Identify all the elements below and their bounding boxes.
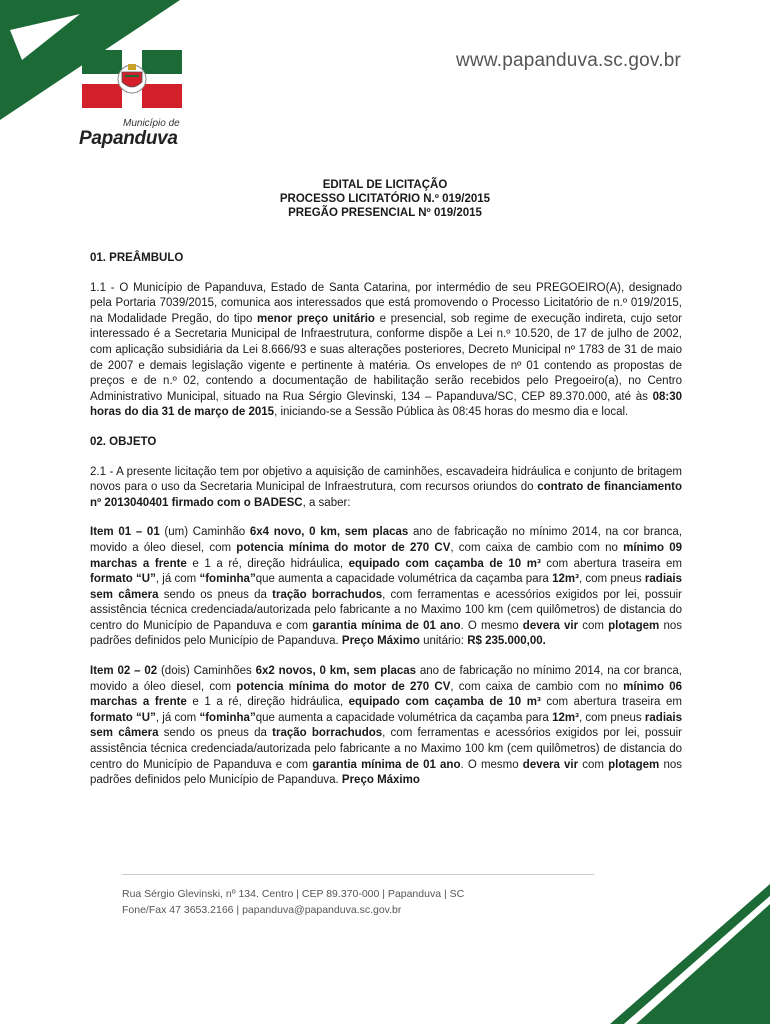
preambulo-paragraph: 1.1 - O Município de Papanduva, Estado de Santa Catarina, por intermédio de seu PREGOEIRO(A), designado pela Portaria 7039/2015, comunica aos interessados que está promovendo o Processo Licitatório de n.º 019/2015, na Modalidade Pregão, do tipo menor preço unitário e presencial, sob regime de execução indireta, cujo setor interessado é a Secretaria Municipal de Infraestrutura, conforme dispõe a Lei n.º 10.520, de 17 de julho de 2002, com aplicação subsidiária da Lei 8.666/93 e suas alterações posteriores, Decreto Municipal nº 1783 de 31 de maio de 2007 e demais legislação vigente e pertinente à matéria. Os envelopes de nº 01 contendo as propostas de preços e de n.º 02, contendo a documentação de habilitação serão recebidos pelo Pregoeiro(a), no Centro Administrativo Municipal, situado na Rua Sérgio Glevinski, 134 – Papanduva/SC, CEP 89.370.000, até às 08:30 horas do dia 31 de março de 2015, iniciando-se a Sessão Pública às 08:45 horas do mesmo dia e local. <box>90 281 682 419</box>
municipal-flag-logo <box>82 50 182 108</box>
objeto-paragraph: 2.1 - A presente licitação tem por objetivo a aquisição de caminhões, escavadeira hidráulica e conjunto de britagem novos para o uso da Secretaria Municipal de Infraestrutura, com recursos oriundos do contrato de financiamento nº 2013040401 firmado com o BADESC, a saber: <box>90 465 682 509</box>
item-02-paragraph: Item 02 – 02 (dois) Caminhões 6x2 novos, 0 km, sem placas ano de fabricação no mínimo 2014, na cor branca, movido a óleo diesel, com potencia mínima do motor de 270 CV, com caixa de cambio com no mínimo 06 marchas a frente e 1 a ré, direção hidráulica, equipado com caçamba de 10 m³ com abertura traseira em formato “U”, já com “fominha”que aumenta a capacidade volumétrica da caçamba para 12m³, com pneus radiais sem câmera sendo os pneus da tração borrachudos, com ferramentas e acessórios exigidos por lei, possuir assistência técnica credenciada/autorizada pelo fabricante a no Maximo 100 km (cem quilômetros) de distancia do centro do Município de Papanduva e com garantia mínima de 01 ano. O mesmo devera vir com plotagem nos padrões definidos pelo Município de Papanduva. Preço Máximo <box>90 665 683 787</box>
website-url[interactable]: www.papanduva.sc.gov.br <box>456 50 681 71</box>
municipio-label: Município de <box>123 118 180 129</box>
title-edital: EDITAL DE LICITAÇÃO <box>322 179 448 191</box>
title-processo: PROCESSO LICITATÓRIO N.º 019/2015 <box>279 193 491 205</box>
footer-divider <box>122 874 594 875</box>
section-objeto-heading: 02. OBJETO <box>90 435 157 448</box>
document-title-block <box>0 178 770 220</box>
municipio-name: Papanduva <box>79 128 178 149</box>
footer-corner-decoration <box>610 884 770 1024</box>
footer-contact-line: Fone/Fax 47 3653.2166 | papanduva@papanduva.sc.gov.br <box>122 904 402 916</box>
title-pregao: PREGÃO PRESENCIAL Nº 019/2015 <box>288 207 482 219</box>
footer-address-line: Rua Sérgio Glevinski, nº 134. Centro | CEP 89.370-000 | Papanduva | SC <box>122 888 465 900</box>
document-body <box>90 251 682 803</box>
section-preambulo-heading: 01. PREÂMBULO <box>90 252 184 264</box>
footer-address <box>122 886 464 918</box>
item-01-paragraph: Item 01 – 01 (um) Caminhão 6x4 novo, 0 km, sem placas ano de fabricação no mínimo 2014, na cor branca, movido a óleo diesel, com potencia mínima do motor de 270 CV, com caixa de cambio com no mínimo 09 marchas a frente e 1 a ré, direção hidráulica, equipado com caçamba de 10 m³ com abertura traseira em formato “U”, já com “fominha”que aumenta a capacidade volumétrica da caçamba para 12m³, com pneus radiais sem câmera sendo os pneus da tração borrachudos, com ferramentas e acessórios exigidos por lei, possuir assistência técnica credenciada/autorizada pelo fabricante a no Maximo 100 km (cem quilômetros) de distancia do centro do Município de Papanduva e com garantia mínima de 01 ano. O mesmo devera vir com plotagem nos padrões definidos pelo Município de Papanduva. Preço Máximo unitário: R$ 235.000,00. <box>90 526 683 648</box>
